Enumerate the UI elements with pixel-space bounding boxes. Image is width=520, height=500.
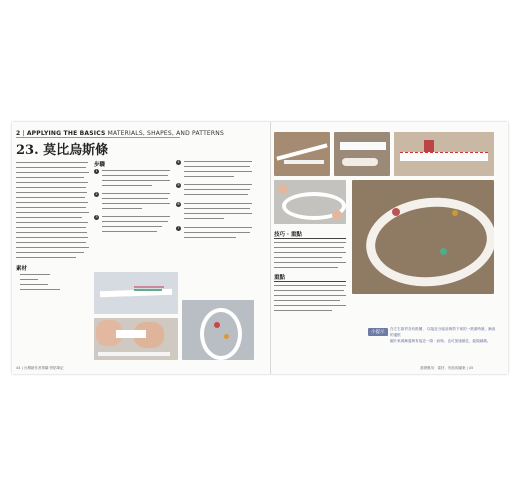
chapter-heading: 2 | APPLYING THE BASICS MATERIALS, SHAPES, AND PATTERNS: [16, 130, 224, 137]
step-5-number: 5: [177, 183, 180, 187]
tips-heading: 技巧 · 重點: [274, 232, 302, 238]
steps-heading: 步驟: [94, 162, 106, 168]
materials-heading: 素材: [16, 266, 28, 272]
photo-step-1: [94, 272, 178, 314]
step-4-number: 4: [177, 160, 180, 164]
notes-heading: 重點: [274, 275, 286, 281]
step-6-number: 6: [177, 202, 180, 206]
photo-step-2: [94, 318, 178, 360]
left-page-footer: 44 | 台灣創作者專屬·拼貼筆記: [16, 366, 64, 370]
right-page-footer: 基礎應用：素材、形狀和圖案 | 45: [420, 366, 474, 370]
step-7-number: 7: [177, 226, 180, 230]
chapter-rule: [16, 137, 180, 138]
photo-step-5: [334, 132, 390, 176]
photo-step-7: [274, 180, 346, 224]
book-spread: [12, 122, 508, 374]
photo-step-3: [182, 300, 254, 360]
step-2-number: 2: [95, 192, 98, 196]
tips-rule: [274, 238, 346, 239]
photo-step-4: [274, 132, 330, 176]
step-1-number: 1: [95, 169, 98, 173]
tip-text: 在左右兩頁各有紙圈、 以接近分區前與剪下來的一紙面時最，漸淡的邊框 圖片來源漸邊與有接近一紙 · 而與，也可加速最近，能做細緻。: [390, 327, 496, 343]
photo-step-6: [394, 132, 494, 176]
tip-badge: 小提示: [368, 328, 388, 336]
photo-mobius-strip: [352, 180, 494, 294]
page-gutter: [270, 122, 271, 374]
step-3-number: 3: [95, 215, 98, 219]
lesson-title: 23. 莫比烏斯條: [16, 143, 109, 158]
notes-rule: [274, 281, 346, 282]
